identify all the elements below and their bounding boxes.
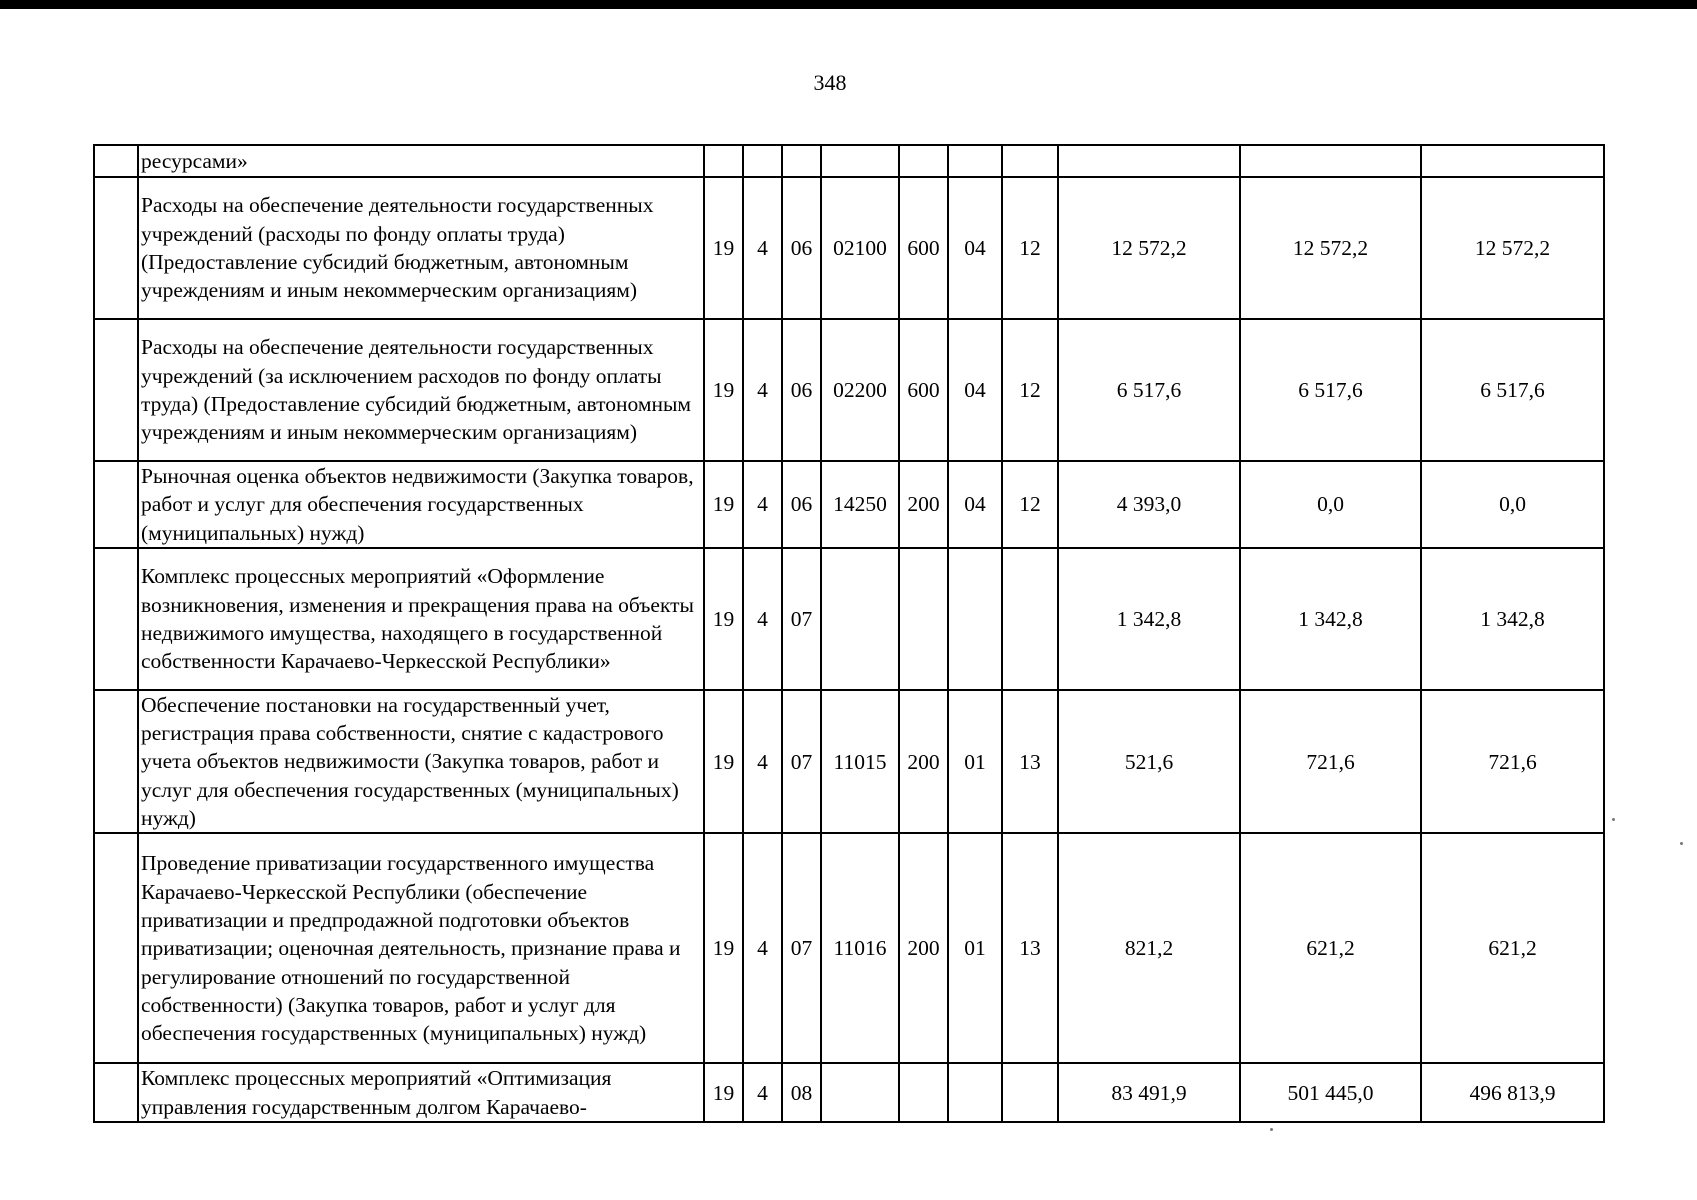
amount-cell: 83 491,9 [1058, 1063, 1240, 1122]
amount-cell [1058, 145, 1240, 177]
amount-cell: 496 813,9 [1421, 1063, 1604, 1122]
code-cell [1002, 1063, 1058, 1122]
scan-speck [1270, 1128, 1273, 1131]
amount-cell: 501 445,0 [1240, 1063, 1421, 1122]
budget-table [93, 144, 1605, 1123]
row-description: Обеспечение постановки на государственный учет, регистрация права собственности, снятие с кадастрового учета объектов недвижимости (Закупка товаров, работ и услуг для обеспечения государственных (муниципальных) нужд) [138, 690, 704, 833]
amount-cell: 0,0 [1240, 461, 1421, 548]
table-row [94, 833, 1604, 1063]
table-row [94, 461, 1604, 548]
code-cell: 600 [899, 319, 948, 461]
amount-cell [1421, 145, 1604, 177]
code-cell [1002, 145, 1058, 177]
code-cell: 12 [1002, 461, 1058, 548]
code-cell: 200 [899, 461, 948, 548]
row-number-cell [94, 548, 138, 690]
page-number: 348 [813, 70, 847, 95]
row-number-cell [94, 319, 138, 461]
code-cell [899, 1063, 948, 1122]
code-cell: 08 [782, 1063, 821, 1122]
code-cell: 12 [1002, 177, 1058, 319]
code-cell [704, 145, 743, 177]
row-number-cell [94, 177, 138, 319]
table-row [94, 1063, 1604, 1122]
amount-cell: 1 342,8 [1421, 548, 1604, 690]
code-cell: 4 [743, 1063, 782, 1122]
code-cell [821, 1063, 899, 1122]
code-cell: 04 [948, 177, 1002, 319]
amount-cell: 621,2 [1240, 833, 1421, 1063]
row-description: Проведение приватизации государственного имущества Карачаево-Черкесской Республики (обеспечение приватизации и предпродажной подготовки объектов приватизации; оценочная деятельность, признание права и регулирование отношений по государственной собственности) (Закупка товаров, работ и услуг для обеспечения государственных (муниципальных) нужд) [138, 833, 704, 1063]
code-cell: 14250 [821, 461, 899, 548]
code-cell [948, 1063, 1002, 1122]
code-cell: 4 [743, 319, 782, 461]
row-description: Расходы на обеспечение деятельности государственных учреждений (за исключением расходов по фонду оплаты труда) (Предоставление субсидий бюджетным, автономным учреждениям и иным некоммерческим организациям) [138, 319, 704, 461]
scan-speck [1612, 818, 1615, 821]
row-number-cell [94, 833, 138, 1063]
amount-cell: 6 517,6 [1421, 319, 1604, 461]
code-cell: 4 [743, 177, 782, 319]
code-cell [821, 548, 899, 690]
code-cell: 11016 [821, 833, 899, 1063]
code-cell: 06 [782, 319, 821, 461]
amount-cell: 12 572,2 [1058, 177, 1240, 319]
scan-speck [1680, 842, 1683, 845]
code-cell: 07 [782, 548, 821, 690]
row-number-cell [94, 145, 138, 177]
code-cell: 04 [948, 319, 1002, 461]
amount-cell: 6 517,6 [1240, 319, 1421, 461]
code-cell: 06 [782, 177, 821, 319]
code-cell [948, 145, 1002, 177]
table-row [94, 548, 1604, 690]
code-cell [782, 145, 821, 177]
code-cell: 04 [948, 461, 1002, 548]
row-number-cell [94, 461, 138, 548]
code-cell: 01 [948, 833, 1002, 1063]
code-cell: 06 [782, 461, 821, 548]
code-cell [743, 145, 782, 177]
table-row [94, 690, 1604, 833]
amount-cell: 1 342,8 [1240, 548, 1421, 690]
code-cell: 11015 [821, 690, 899, 833]
code-cell: 4 [743, 833, 782, 1063]
scan-top-border [0, 0, 1697, 9]
table-row [94, 319, 1604, 461]
code-cell: 07 [782, 833, 821, 1063]
amount-cell: 821,2 [1058, 833, 1240, 1063]
amount-cell [1240, 145, 1421, 177]
code-cell: 19 [704, 548, 743, 690]
code-cell: 01 [948, 690, 1002, 833]
table-row [94, 177, 1604, 319]
code-cell [899, 548, 948, 690]
code-cell: 4 [743, 548, 782, 690]
amount-cell: 721,6 [1240, 690, 1421, 833]
code-cell: 600 [899, 177, 948, 319]
amount-cell: 521,6 [1058, 690, 1240, 833]
code-cell: 200 [899, 833, 948, 1063]
code-cell: 12 [1002, 319, 1058, 461]
code-cell [899, 145, 948, 177]
amount-cell: 12 572,2 [1421, 177, 1604, 319]
amount-cell: 621,2 [1421, 833, 1604, 1063]
row-description: Комплекс процессных мероприятий «Оптимизация управления государственным долгом Карачаево- [138, 1063, 704, 1122]
row-number-cell [94, 1063, 138, 1122]
code-cell: 02100 [821, 177, 899, 319]
code-cell: 19 [704, 319, 743, 461]
code-cell [948, 548, 1002, 690]
amount-cell: 0,0 [1421, 461, 1604, 548]
amount-cell: 721,6 [1421, 690, 1604, 833]
amount-cell: 12 572,2 [1240, 177, 1421, 319]
code-cell: 19 [704, 1063, 743, 1122]
row-description: Расходы на обеспечение деятельности государственных учреждений (расходы по фонду оплаты труда) (Предоставление субсидий бюджетным, автономным учреждениям и иным некоммерческим организациям) [138, 177, 704, 319]
code-cell: 19 [704, 461, 743, 548]
code-cell: 07 [782, 690, 821, 833]
row-description: ресурсами» [138, 145, 704, 177]
code-cell: 4 [743, 461, 782, 548]
table-row [94, 145, 1604, 177]
code-cell: 19 [704, 690, 743, 833]
row-description: Комплекс процессных мероприятий «Оформление возникновения, изменения и прекращения права на объекты недвижимого имущества, находящего в государственной собственности Карачаево-Черкесской Республики» [138, 548, 704, 690]
code-cell [821, 145, 899, 177]
code-cell: 200 [899, 690, 948, 833]
amount-cell: 4 393,0 [1058, 461, 1240, 548]
code-cell: 19 [704, 833, 743, 1063]
code-cell: 4 [743, 690, 782, 833]
amount-cell: 6 517,6 [1058, 319, 1240, 461]
code-cell [1002, 548, 1058, 690]
code-cell: 13 [1002, 690, 1058, 833]
amount-cell: 1 342,8 [1058, 548, 1240, 690]
row-number-cell [94, 690, 138, 833]
code-cell: 02200 [821, 319, 899, 461]
row-description: Рыночная оценка объектов недвижимости (Закупка товаров, работ и услуг для обеспечения государственных (муниципальных) нужд) [138, 461, 704, 548]
code-cell: 13 [1002, 833, 1058, 1063]
code-cell: 19 [704, 177, 743, 319]
